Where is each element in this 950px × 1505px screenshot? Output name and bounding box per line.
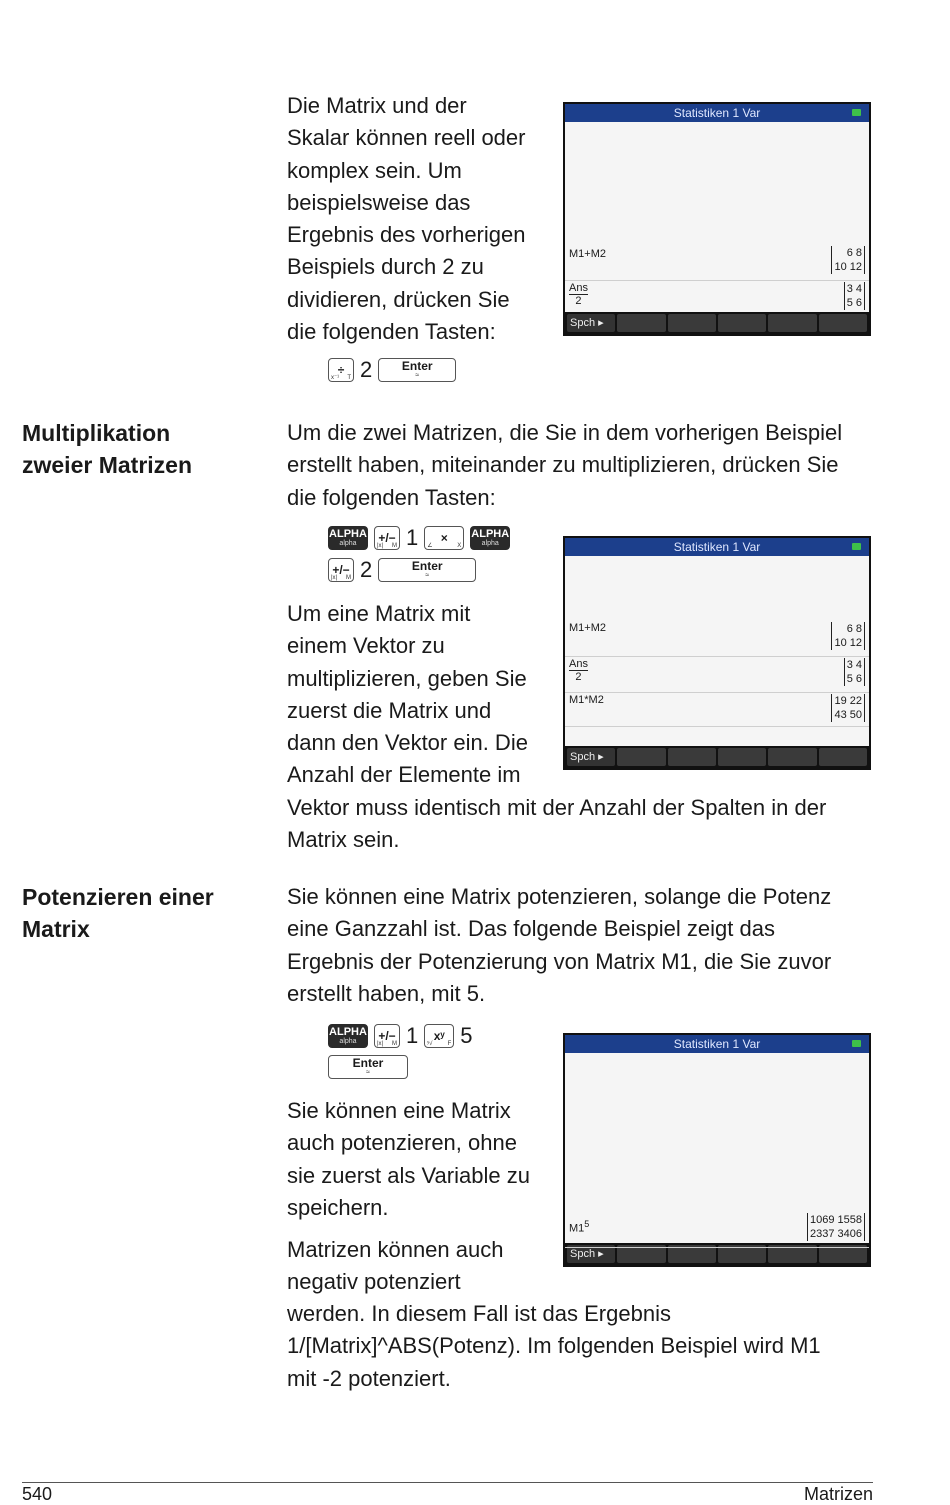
menu-blank bbox=[617, 314, 665, 332]
menu-blank bbox=[668, 314, 716, 332]
matrix-result: 3 4 5 6 bbox=[844, 658, 865, 686]
alpha-key: ALPHA alpha bbox=[328, 1024, 368, 1048]
calculator-screen-1 bbox=[563, 102, 871, 336]
history-row: $M1^5$ 1069 1558 2337 3406 bbox=[565, 1209, 869, 1248]
text-line: Die Matrix und der bbox=[287, 93, 467, 118]
alpha-key: ALPHA alpha bbox=[470, 526, 510, 550]
section2-keystrokes-row1 bbox=[328, 524, 510, 552]
matrix-result: 3 4 5 6 bbox=[844, 282, 865, 310]
heading-power: Potenzieren einer Matrix bbox=[22, 884, 214, 942]
digit-key: 1 bbox=[406, 525, 419, 550]
calculator-screen-2 bbox=[563, 536, 871, 770]
history-row: M1+M2 6 8 10 12 bbox=[565, 244, 869, 281]
menu-blank bbox=[819, 748, 867, 766]
multiply-key: × ∠ X bbox=[424, 526, 464, 550]
section3-keystrokes-row1 bbox=[328, 1022, 473, 1050]
screen-title-bar: Statistiken 1 Var bbox=[565, 104, 869, 122]
history-area bbox=[565, 1053, 869, 1243]
heading-multiplication: Multiplikation zweier Matrizen bbox=[22, 420, 192, 478]
divide-key: ÷ x⁻¹ T bbox=[328, 358, 354, 382]
section3-keystrokes-row2 bbox=[328, 1053, 408, 1081]
enter-key: Enter ≈ bbox=[378, 558, 476, 582]
page-number: 540 bbox=[22, 1484, 53, 1504]
plusminus-key: +/− |x| M bbox=[328, 558, 354, 582]
digit-key: 2 bbox=[360, 557, 373, 582]
history-row: M1+M2 6 8 10 12 bbox=[565, 618, 869, 657]
screen-title-bar: Statistiken 1 Var bbox=[565, 1035, 869, 1053]
matrix-result: 6 8 10 12 bbox=[831, 622, 865, 650]
plusminus-key: +/− |x| M bbox=[374, 526, 400, 550]
plusminus-key: +/− |x| M bbox=[374, 1024, 400, 1048]
alpha-key: ALPHA alpha bbox=[328, 526, 368, 550]
text-line: dividieren, drücken Sie bbox=[287, 286, 510, 312]
matrix-result: 6 8 10 12 bbox=[831, 246, 865, 274]
menu-blank bbox=[768, 748, 816, 766]
history-row: $\frac{\text{Ans}}{2}$ 3 4 5 6 bbox=[565, 656, 869, 693]
history-area bbox=[565, 122, 869, 312]
power-key: xʸ ʸ√ F bbox=[424, 1024, 454, 1048]
text-line: Skalar können reell oder bbox=[287, 125, 526, 151]
section2-body-wide: Vektor muss identisch mit der Anzahl der Spalten in der Matrix sein. bbox=[287, 795, 827, 853]
menu-blank bbox=[718, 748, 766, 766]
menu-store: Spch ▸ bbox=[567, 748, 615, 766]
menu-blank bbox=[768, 314, 816, 332]
screen-title-bar: Statistiken 1 Var bbox=[565, 538, 869, 556]
enter-key: Enter ≈ bbox=[328, 1055, 408, 1079]
matrix-result: 19 22 43 50 bbox=[831, 694, 865, 722]
soft-menu bbox=[565, 312, 869, 334]
matrix-result: 1069 1558 2337 3406 bbox=[807, 1213, 865, 1241]
section2-intro: Um die zwei Matrizen, die Sie in dem vorherigen Beispiel erstellt haben, miteinander zu multiplizieren, drücken Sie die folgenden Tasten: bbox=[287, 420, 843, 510]
history-area bbox=[565, 556, 869, 746]
menu-store: Spch ▸ bbox=[567, 314, 615, 332]
menu-blank bbox=[617, 748, 665, 766]
calculator-screen-3 bbox=[563, 1033, 871, 1267]
digit-key: 1 bbox=[406, 1023, 419, 1048]
digit-key: 5 bbox=[460, 1023, 473, 1048]
menu-blank bbox=[668, 748, 716, 766]
battery-icon bbox=[852, 543, 861, 550]
text-line: komplex sein. Um bbox=[287, 157, 462, 183]
menu-blank bbox=[819, 314, 867, 332]
enter-key: Enter ≈ bbox=[378, 358, 456, 382]
menu-store: Spch ▸ bbox=[567, 1245, 615, 1263]
menu-blank bbox=[718, 314, 766, 332]
section3-body-b: Matrizen können auch negativ potenziert bbox=[287, 1237, 504, 1295]
chapter-title: Matrizen bbox=[803, 1484, 873, 1504]
digit-key: 2 bbox=[360, 357, 373, 382]
history-row: M1*M2 19 22 43 50 bbox=[565, 692, 869, 727]
section3-intro: Sie können eine Matrix potenzieren, solange die Potenz eine Ganzzahl ist. Das folgende Beispiel zeigt das Ergebnis der Potenzierung von Matrix M1, die Sie zuvor erstellt haben, mit 5. bbox=[287, 884, 832, 1006]
battery-icon bbox=[852, 109, 861, 116]
text-line: Ergebnis des vorherigen bbox=[287, 222, 526, 248]
footer-rule bbox=[22, 1482, 873, 1483]
text-line: Beispiels durch 2 zu bbox=[287, 254, 484, 280]
section2-keystrokes-row2 bbox=[328, 556, 476, 584]
text-line: die folgenden Tasten: bbox=[287, 319, 496, 345]
section3-body-wide: werden. In diesem Fall ist das Ergebnis 1/[Matrix]^ABS(Potenz). Im folgenden Beispiel wird M1 mit -2 potenziert. bbox=[287, 1301, 821, 1391]
battery-icon bbox=[852, 1040, 861, 1047]
section3-body-a: Sie können eine Matrix auch potenzieren, ohne sie zuerst als Variable zu speichern. bbox=[287, 1098, 530, 1220]
history-row: $\frac{\text{Ans}}{2}$ 3 4 5 6 bbox=[565, 280, 869, 314]
soft-menu bbox=[565, 746, 869, 768]
section1-keystrokes bbox=[328, 356, 456, 384]
section1-paragraph bbox=[287, 90, 549, 348]
section2-body-narrow: Um eine Matrix mit einem Vektor zu multiplizieren, geben Sie zuerst die Matrix und dann den Vektor ein. Die Anzahl der Elemente im bbox=[287, 601, 528, 788]
text-line: beispielsweise das bbox=[287, 189, 471, 215]
